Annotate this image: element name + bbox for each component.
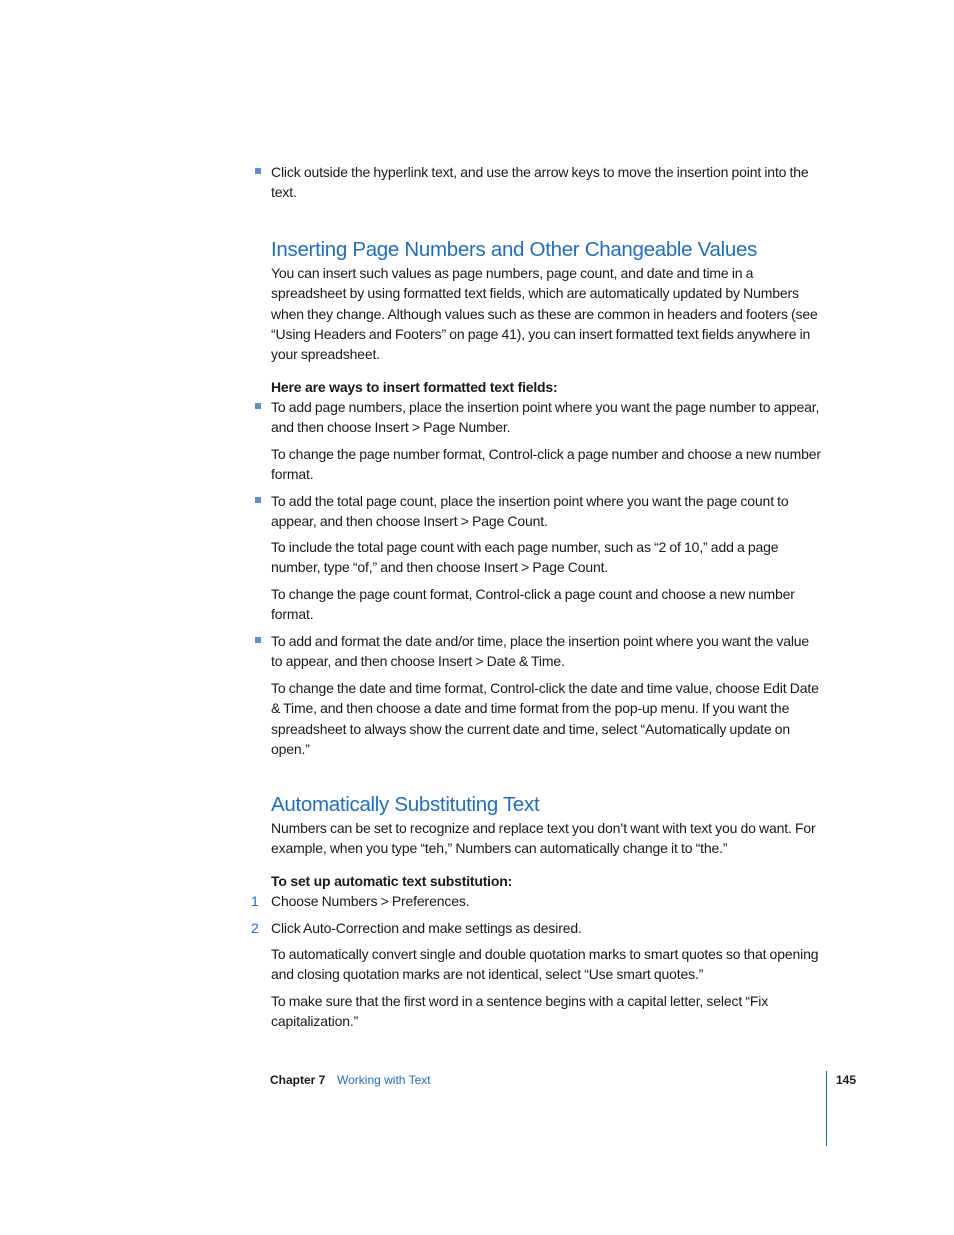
page-content — [251, 0, 823, 1235]
footer-chapter-title: Working with Text — [337, 1073, 431, 1087]
section-heading-page-numbers: Inserting Page Numbers and Other Changeable Values — [271, 238, 758, 261]
bullet-paragraph: To change the date and time format, Control-click the date and time value, choose Edit Date & Time, and then choose a date and time format from the pop-up menu. If you want the spreadsheet to always show the current date and time, select “Automatically update on open.” — [271, 680, 819, 757]
list-item — [271, 631, 823, 672]
lead-in: Here are ways to insert formatted text fields: — [271, 379, 558, 395]
section-heading-substituting-text: Automatically Substituting Text — [271, 793, 540, 816]
bullet-text: To add the total page count, place the insertion point where you want the page count to appear, and then choose Insert > Page Count. — [271, 493, 789, 530]
bullet-paragraph: To change the page number format, Control-click a page number and choose a new number format. — [271, 446, 821, 483]
step-paragraph: To make sure that the first word in a sentence begins with a capital letter, select “Fix capitalization.” — [271, 993, 769, 1030]
section-intro: You can insert such values as page numbers, page count, and date and time in a spreadsheet by using formatted text fields, which are automatically updated by Numbers when they change. Although values such as these are common in headers and footers (see “Using Headers and Footers” on page 41), you can insert formatted text fields anywhere in your spreadsheet. — [271, 265, 818, 363]
bullet-square-icon — [255, 637, 261, 643]
step-text: Choose Numbers > Preferences. — [271, 893, 470, 909]
step-paragraph: To automatically convert single and double quotation marks to smart quotes so that opening and closing quotation marks are not identical, select “Use smart quotes.” — [271, 946, 819, 983]
bullet-text: To add and format the date and/or time, place the insertion point where you want the value to appear, and then choose Insert > Date & Time. — [271, 633, 810, 670]
page-number: 145 — [836, 1073, 857, 1087]
lead-in: To set up automatic text substitution: — [271, 873, 513, 889]
bullet-text: Click outside the hyperlink text, and use the arrow keys to move the insertion point into the text. — [271, 164, 809, 201]
bullet-text: To add page numbers, place the insertion point where you want the page number to appear, and then choose Insert > Page Number. — [271, 399, 820, 436]
footer-divider — [826, 1071, 827, 1146]
bullet-paragraph: To change the page count format, Control-click a page count and choose a new number format. — [271, 586, 795, 623]
list-item — [271, 491, 823, 532]
bullet-square-icon — [255, 403, 261, 409]
bullet-paragraph: To include the total page count with each page number, such as “2 of 10,” add a page number, type “of,” and then choose Insert > Page Count. — [271, 539, 779, 576]
list-item — [271, 162, 823, 203]
step-text: Click Auto-Correction and make settings as desired. — [271, 920, 582, 936]
step-item — [251, 918, 823, 938]
section-intro: Numbers can be set to recognize and replace text you don’t want with text you do want. For example, when you type “teh,” Numbers can automatically change it to “the.” — [271, 820, 816, 857]
list-item — [271, 397, 823, 438]
bullet-square-icon — [255, 497, 261, 503]
footer-chapter: Chapter 7 — [270, 1073, 326, 1087]
bullet-square-icon — [255, 168, 261, 174]
step-number: 1 — [251, 893, 259, 909]
step-number: 2 — [251, 920, 259, 936]
step-item — [251, 891, 823, 911]
